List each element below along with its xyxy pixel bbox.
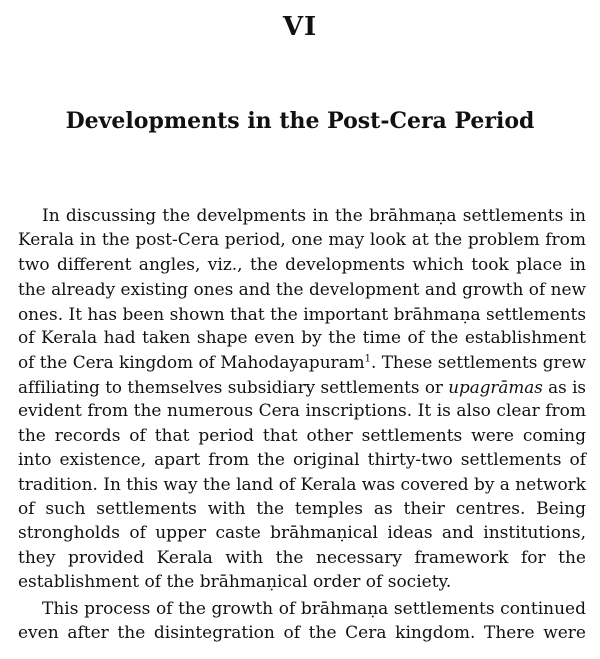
line-text-tail: as is — [542, 376, 586, 397]
paragraph-line: two different angles, viz., the developments which took place in — [18, 254, 586, 275]
paragraph-line-with-italic — [18, 375, 586, 399]
paragraph-line: they provided Kerala with the necessary framework for the — [18, 547, 586, 568]
paragraph-line: even after the disintegration of the Cera kingdom. There were — [18, 623, 586, 644]
paragraph-line-with-footnote — [18, 350, 586, 374]
paragraph-line: strongholds of upper caste brāhmaṇical ideas and institutions, — [18, 523, 586, 544]
paragraph-line: This process of the growth of brāhmaṇa settlements continued — [42, 599, 586, 619]
footnote-reference[interactable]: 1 — [364, 353, 371, 365]
paragraph-line: of Kerala had taken shape even by the time of the establishment — [18, 328, 586, 349]
paragraph-line: of such settlements with the temples as their centres. Being — [18, 498, 586, 519]
line-text: of the Cera kingdom of Mahodayapuram — [18, 352, 365, 373]
line-text-tail: . These settlements grew — [370, 352, 586, 373]
paragraph-line: evident from the numerous Cera inscriptions. It is also clear from — [18, 401, 586, 422]
chapter-title: Developments in the Post-Cera Period — [65, 108, 535, 134]
italic-term: upagrāmas — [448, 376, 543, 397]
paragraph-line: establishment of the brāhmaṇical order of society. — [18, 572, 452, 593]
line-text: affiliating to themselves subsidiary settlements or — [18, 376, 443, 397]
paragraph-1 — [18, 204, 586, 595]
paragraph-2 — [18, 597, 586, 646]
paragraph-line: the records of that period that other settlements were coming — [18, 425, 586, 446]
paragraph-line: into existence, apart from the original thirty-two settlements of — [18, 450, 586, 471]
paragraph-line: Kerala in the post-Cera period, one may look at the problem from — [18, 230, 586, 251]
paragraph-line: the already existing ones and the development and growth of new — [18, 279, 586, 300]
paragraph-line: tradition. In this way the land of Kerala was covered by a network — [18, 474, 586, 495]
paragraph-line: ones. It has been shown that the important brāhmaṇa settlements — [18, 303, 586, 324]
paragraph-line: In discussing the develpments in the brāhmaṇa settlements in — [42, 206, 586, 226]
chapter-number: VI — [282, 12, 318, 42]
